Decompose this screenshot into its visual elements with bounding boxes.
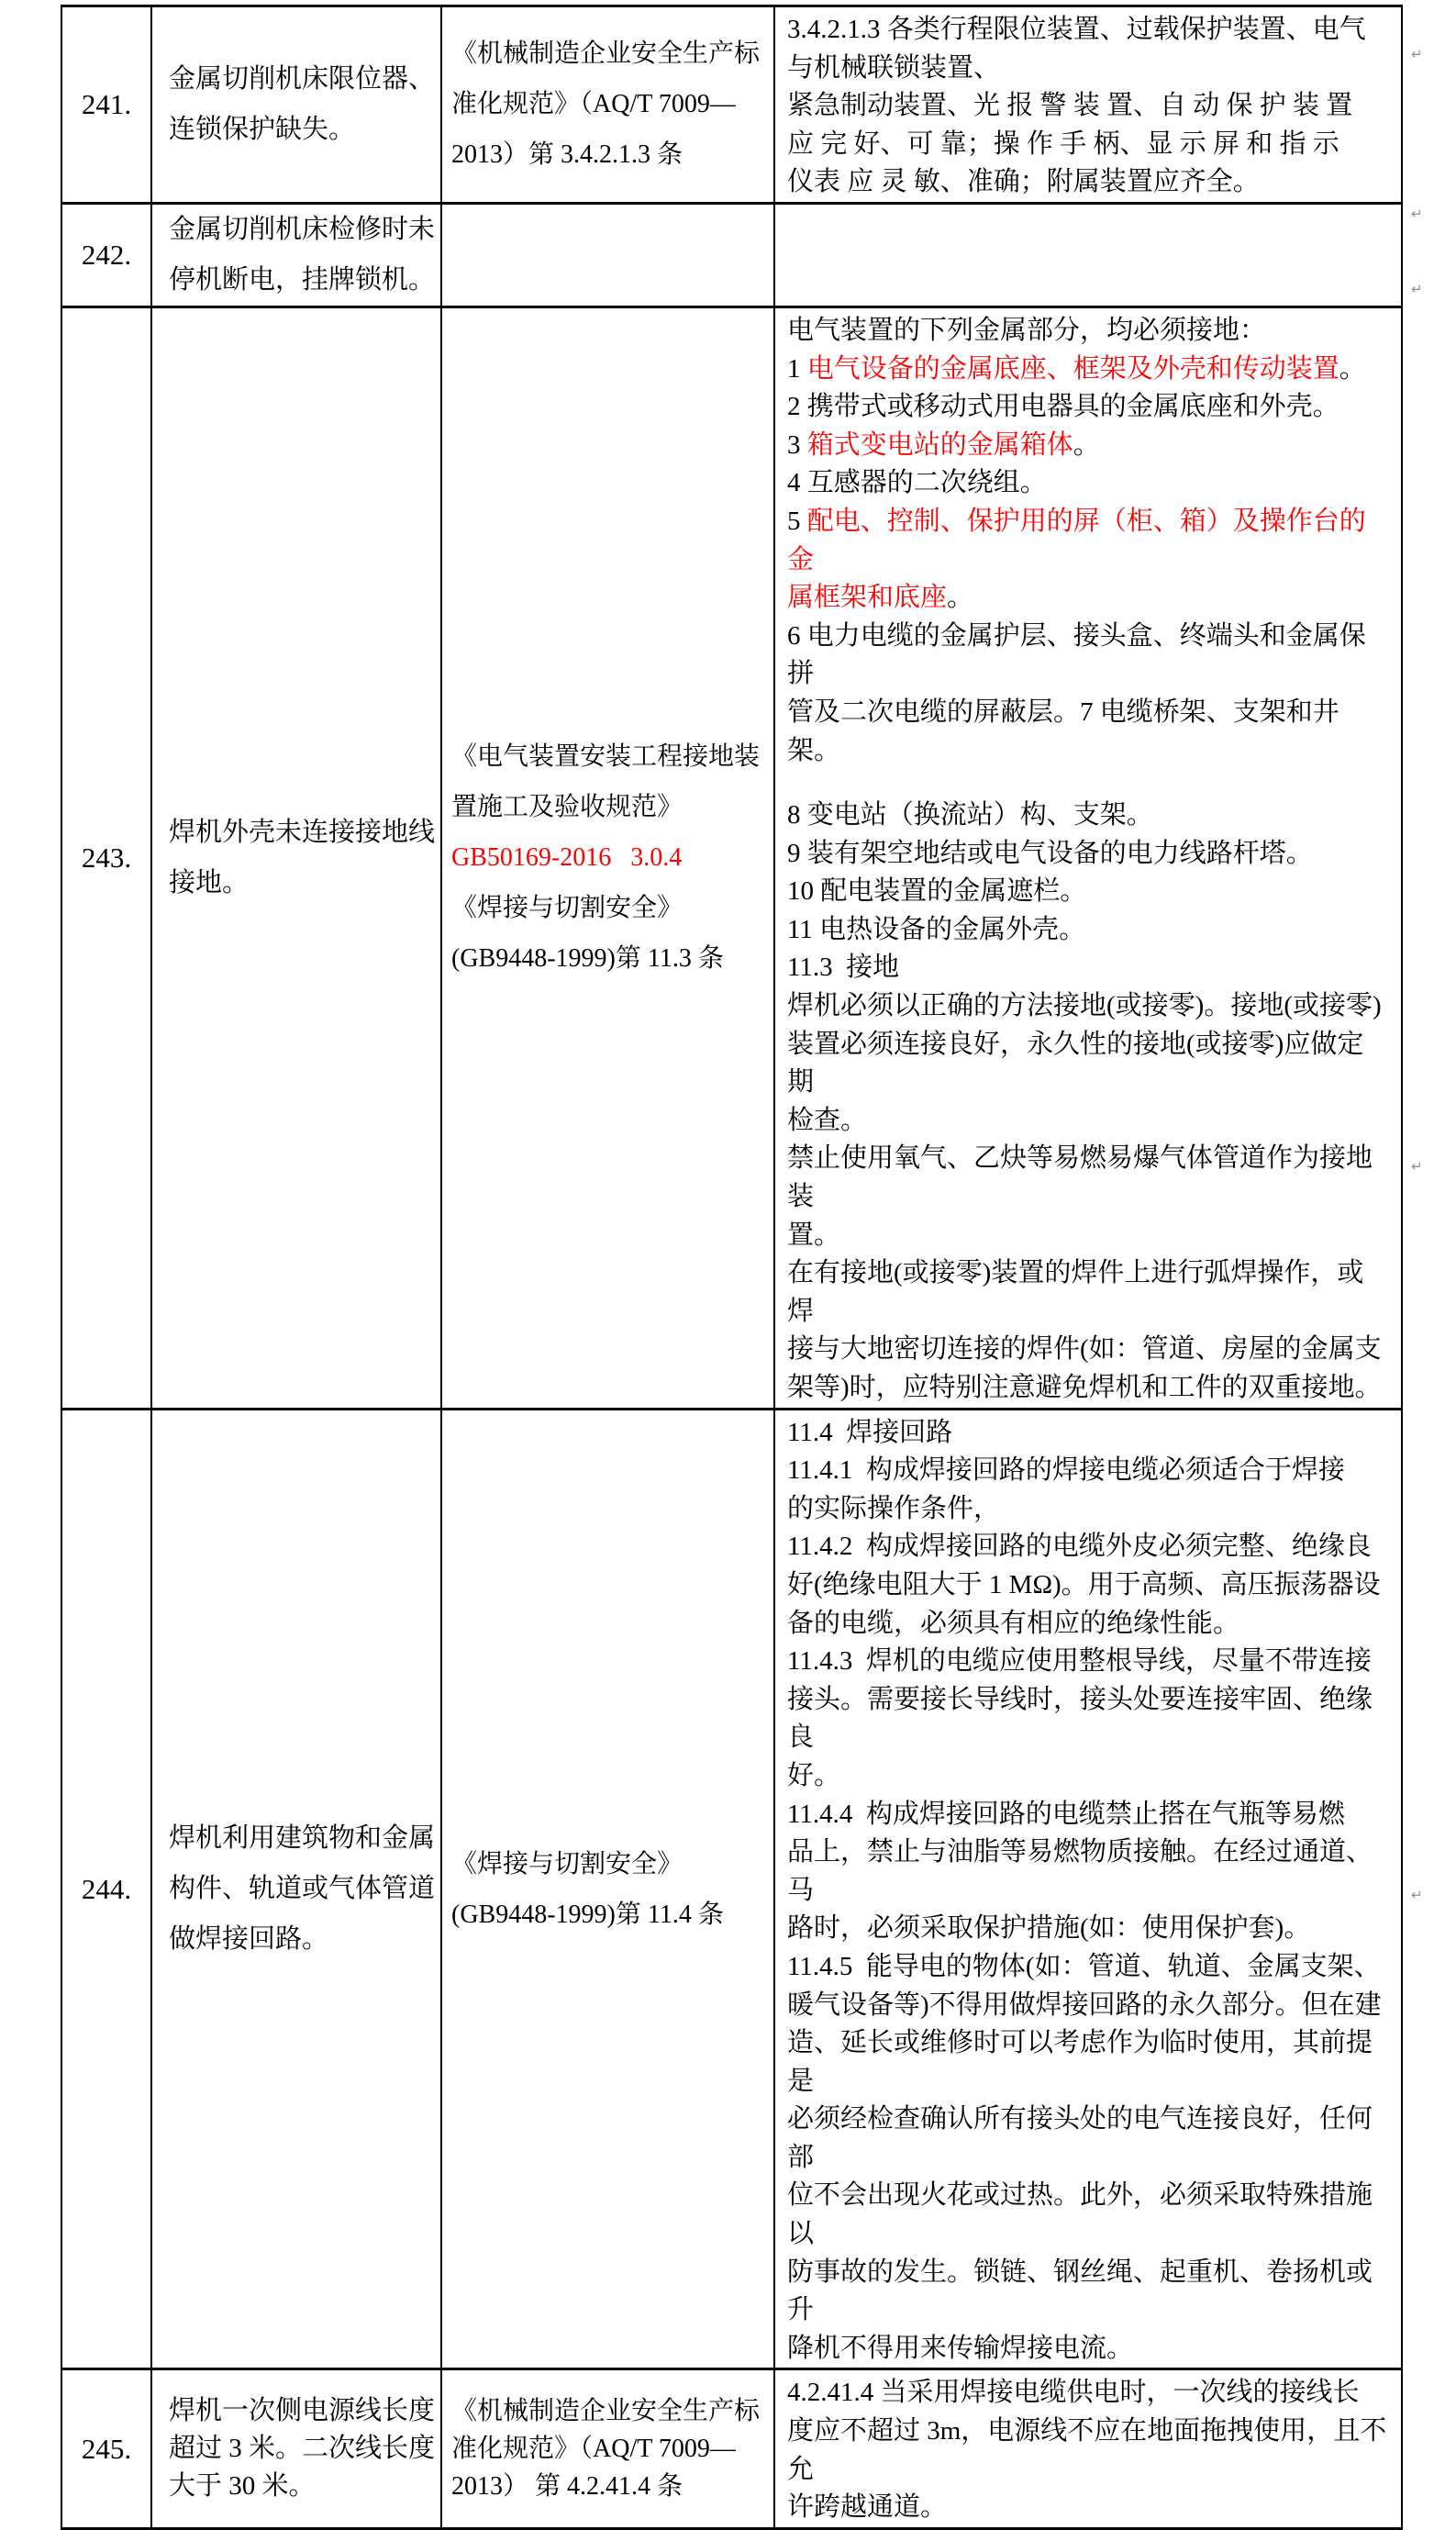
detail-cell (774, 6, 1402, 204)
text-line (787, 1948, 1390, 1987)
text-line (787, 1987, 1390, 2025)
body-text: 3 (787, 429, 807, 460)
issue-cell (151, 1409, 441, 2369)
body-text: 11.4 焊接回路 (787, 1417, 953, 1447)
text-line (787, 312, 1390, 351)
text-line (451, 129, 772, 180)
detail-cell (774, 306, 1402, 1409)
body-text: 降机不得用来传输焊接电流。 (787, 2333, 1134, 2363)
text-line (787, 1140, 1390, 1216)
red-highlight-text: 电气设备的金属底座、框架及外壳和传动装置 (806, 353, 1339, 384)
body-text: 11.4.4 构成焊接回路的电缆禁止搭在气瓶等易燃 (787, 1799, 1345, 1829)
text-line (787, 2413, 1390, 2489)
text-line (787, 1414, 1390, 1453)
issue-cell (151, 2369, 441, 2528)
body-text: 防事故的发生。锁链、钢丝绳、起重机、卷扬机或升 (787, 2257, 1373, 2325)
body-text: 2013）第 3.4.2.1.3 条 (451, 140, 684, 170)
paragraph-mark-icon: ↵ (1411, 46, 1423, 62)
body-text: 禁止使用氧气、乙炔等易燃易爆气体管道作为接地装 (787, 1143, 1373, 1212)
text-line (787, 2024, 1390, 2101)
detail-cell (774, 2369, 1402, 2528)
body-text: 置施工及验收规范》 (451, 793, 684, 822)
body-text: 5 (787, 506, 807, 536)
text-line (62, 841, 150, 875)
body-text: 准化规范》（AQ/T 7009— (451, 2435, 736, 2464)
text-line (62, 88, 150, 121)
text-line (787, 50, 1390, 88)
text-line (787, 87, 1390, 126)
text-line (787, 1369, 1390, 1408)
text-line (787, 911, 1390, 950)
row-number-cell (61, 2369, 151, 2528)
body-text: 置。 (787, 1220, 841, 1250)
text-line (451, 731, 772, 782)
text-line (787, 2374, 1390, 2413)
body-text: 超过 3 米。二次线长度 (169, 2434, 436, 2464)
row-number-cell (61, 6, 151, 204)
body-text: 2 携带式或移动式用电器具的金属底座和外壳。 (787, 392, 1339, 422)
text-line (787, 2489, 1390, 2527)
body-text: 焊机一次侧电源线长度 (169, 2396, 436, 2426)
text-line (451, 782, 772, 832)
text-line (787, 1026, 1390, 1102)
body-text: 架等)时，应特别注意避免焊机和工件的双重接地。 (787, 1373, 1382, 1402)
text-line (787, 1681, 1390, 1757)
table-row (61, 6, 1402, 204)
body-text: 11.4.1 构成焊接回路的焊接电缆必须适合于焊接 (787, 1455, 1345, 1486)
body-text: 10 配电装置的金属遮栏。 (787, 876, 1087, 907)
body-text: 焊机利用建筑物和金属 (169, 1823, 436, 1854)
body-text: 《焊接与切割安全》 (451, 894, 684, 923)
body-text: 接与大地密切连接的焊件(如：管道、房屋的金属支 (787, 1334, 1382, 1365)
text-line (787, 427, 1390, 465)
text-line (787, 1643, 1390, 1681)
body-text: 《机械制造企业安全生产标 (451, 2397, 761, 2426)
text-line (787, 1490, 1390, 1529)
body-text: 《焊接与切割安全》 (451, 1849, 684, 1878)
table-row (61, 1409, 1402, 2369)
text-line (787, 11, 1390, 50)
text-line (787, 1452, 1390, 1490)
text-line (169, 1864, 437, 1914)
standard-cell (441, 6, 774, 204)
text-line (787, 464, 1390, 503)
paragraph-mark-icon: ↵ (1411, 206, 1423, 222)
text-line (787, 126, 1390, 164)
text-line (787, 351, 1390, 389)
text-line (62, 1873, 150, 1906)
table-row (61, 203, 1402, 306)
text-line (787, 1833, 1390, 1910)
text-line (787, 770, 1390, 797)
body-text: 1 (787, 353, 807, 384)
body-text: 路时，必须采取保护措施(如：使用保护套)。 (787, 1913, 1311, 1944)
table-body (61, 6, 1402, 2529)
body-text: 应 完 好、可 靠；操 作 手 柄、显 示 屏 和 指 示 (787, 128, 1339, 159)
body-text: (GB9448-1999)第 11.4 条 (451, 1900, 724, 1929)
red-highlight-text: GB50169-2016 3.0.4 (451, 843, 683, 873)
body-text: 11.4.5 能导电的物体(如：管道、轨道、金属支架、 (787, 1951, 1381, 1981)
body-text: 构件、轨道或气体管道 (169, 1874, 436, 1904)
standard-cell (441, 203, 774, 306)
text-line (169, 2430, 437, 2468)
body-text: 焊机外壳未连接接地线 (169, 817, 436, 847)
body-text: 度应不超过 3m，电源线不应在地面拖拽使用，且不允 (787, 2416, 1387, 2484)
row-number-cell (61, 1409, 151, 2369)
body-text: 。 (1339, 353, 1366, 384)
safety-regulations-table (61, 5, 1403, 2530)
body-text: 接地。 (169, 867, 250, 897)
text-line (787, 1102, 1390, 1141)
text-line (169, 255, 437, 306)
body-text: 11.4.2 构成焊接回路的电缆外皮必须完整、绝缘良 (787, 1532, 1372, 1562)
text-line (169, 1813, 437, 1864)
text-line (169, 205, 437, 255)
body-text: (GB9448-1999)第 11.3 条 (451, 944, 724, 974)
text-line (451, 2430, 772, 2468)
text-line (787, 1605, 1390, 1644)
body-text: 检查。 (787, 1105, 868, 1135)
text-line (787, 1910, 1390, 1948)
issue-cell (151, 6, 441, 204)
text-line (787, 835, 1390, 874)
body-text: 金属切削机床限位器、 (169, 63, 436, 94)
text-line (787, 949, 1390, 987)
text-line (62, 2433, 150, 2466)
body-text: 《电气装置安装工程接地装 (451, 742, 761, 772)
issue-cell (151, 306, 441, 1409)
standard-cell (441, 306, 774, 1409)
text-line (451, 933, 772, 984)
body-text: 做焊接回路。 (169, 1924, 329, 1955)
body-text: 9 装有架空地结或电气设备的电力线路杆塔。 (787, 838, 1313, 868)
text-line (451, 79, 772, 129)
text-line (787, 694, 1390, 770)
text-line (787, 388, 1390, 427)
body-text: 243. (81, 841, 132, 874)
text-line (451, 28, 772, 79)
text-line (787, 503, 1390, 579)
body-text: 装置必须连接良好，永久性的接地(或接零)应做定期 (787, 1029, 1364, 1098)
text-line (787, 1757, 1390, 1796)
text-line (787, 873, 1390, 911)
body-text: 焊机必须以正确的方法接地(或接零)。接地(或接零) (787, 991, 1382, 1021)
body-text: 《机械制造企业安全生产标 (451, 39, 761, 69)
body-text: 接头。需要接长导线时，接头处要连接牢固、绝缘良 (787, 1684, 1373, 1753)
body-text: 必须经检查确认所有接头处的电气连接良好，任何部 (787, 2104, 1373, 2172)
standard-cell (441, 1409, 774, 2369)
text-line (787, 1254, 1390, 1331)
body-text: 许跨越通道。 (787, 2492, 948, 2523)
body-text: 241. (81, 87, 132, 120)
detail-cell (774, 203, 1402, 306)
text-line (451, 832, 772, 883)
red-highlight-text: 箱式变电站的金属箱体 (806, 429, 1073, 460)
text-line (169, 54, 437, 105)
body-text: 11 电热设备的金属外壳。 (787, 914, 1086, 944)
body-text: 管及二次电缆的屏蔽层。7 电缆桥架、支架和井架。 (787, 697, 1339, 765)
body-text: 。 (1073, 429, 1100, 460)
text-line (787, 797, 1390, 835)
red-highlight-text: 配电、控制、保护用的屏（柜、箱）及操作台的金 (787, 506, 1366, 574)
text-line (787, 2254, 1390, 2330)
paragraph-mark-icon: ↵ (1411, 281, 1423, 297)
text-line (169, 105, 437, 155)
text-line (787, 163, 1390, 202)
body-text: 连锁保护缺失。 (169, 114, 356, 144)
body-text: 好(绝缘电阻大于 1 MΩ)。用于高频、高压振荡器设 (787, 1569, 1381, 1599)
body-text: 大于 30 米。 (169, 2471, 316, 2502)
text-line (451, 2468, 772, 2505)
body-text: 8 变电站（换流站）构、支架。 (787, 800, 1153, 830)
paragraph-mark-icon: ↵ (1411, 1158, 1423, 1175)
text-line (169, 858, 437, 908)
standard-cell (441, 2369, 774, 2528)
body-text: 电气装置的下列金属部分，均必须接地： (787, 315, 1267, 345)
body-text: 11.4.3 焊机的电缆应使用整根导线，尽量不带连接 (787, 1646, 1372, 1677)
body-text: 仪表 应 灵 敏、准确；附属装置应齐全。 (787, 167, 1260, 197)
text-line (787, 987, 1390, 1026)
text-line (787, 1217, 1390, 1255)
body-text: 4.2.41.4 当采用焊接电缆供电时，一次线的接线长 (787, 2378, 1360, 2408)
text-line (451, 1839, 772, 1889)
body-text: 。 (947, 583, 974, 613)
text-line (169, 2468, 437, 2505)
body-text: 准化规范》（AQ/T 7009— (451, 90, 736, 119)
body-text: 紧急制动装置、光 报 警 装 置、自 动 保 护 装 置 (787, 91, 1353, 121)
body-text: 6 电力电缆的金属护层、接头盒、终端头和金属保拼 (787, 620, 1366, 689)
text-line (451, 1889, 772, 1940)
text-line (169, 1914, 437, 1965)
body-text: 2013） 第 4.2.41.4 条 (451, 2472, 684, 2502)
body-text: 好。 (787, 1760, 841, 1790)
table-row (61, 2369, 1402, 2528)
body-text: 品上，禁止与油脂等易燃物质接触。在经过通道、马 (787, 1837, 1373, 1905)
body-text: 242. (81, 238, 132, 271)
body-text: 暖气设备等)不得用做焊接回路的永久部分。但在建 (787, 1989, 1382, 2020)
body-text: 的实际操作条件， (787, 1493, 1001, 1523)
body-text: 位不会出现火花或过热。此外，必须采取特殊措施以 (787, 2180, 1373, 2249)
body-text: 4 互感器的二次绕组。 (787, 468, 1047, 498)
text-line (451, 2392, 772, 2430)
body-text: 停机断电，挂牌锁机。 (169, 264, 436, 295)
detail-cell (774, 1409, 1402, 2369)
body-text: 金属切削机床检修时未 (169, 214, 436, 244)
table-row (61, 306, 1402, 1409)
paragraph-mark-icon: ↵ (1411, 1887, 1423, 1903)
text-line (169, 2392, 437, 2430)
body-text: 11.3 接地 (787, 953, 900, 983)
row-number-cell (61, 306, 151, 1409)
body-text: 245. (81, 2432, 132, 2465)
text-line (787, 2330, 1390, 2368)
text-line (787, 2101, 1390, 2177)
body-text: 备的电缆，必须具有相应的绝缘性能。 (787, 1608, 1240, 1638)
body-text: 在有接地(或接零)装置的焊件上进行弧焊操作，或焊 (787, 1258, 1364, 1326)
text-line (787, 1796, 1390, 1834)
text-line (787, 1331, 1390, 1369)
body-text: 244. (81, 1872, 132, 1905)
issue-cell (151, 203, 441, 306)
text-line (451, 883, 772, 933)
text-line (787, 1566, 1390, 1605)
body-text: 与机械联锁装置、 (787, 52, 1001, 83)
text-line (787, 579, 1390, 618)
body-text: 3.4.2.1.3 各类行程限位装置、过载保护装置、电气 (787, 15, 1366, 44)
row-number-cell (61, 203, 151, 306)
text-line (169, 808, 437, 858)
text-line (62, 239, 150, 272)
text-line (787, 2177, 1390, 2253)
text-line (787, 618, 1390, 694)
red-highlight-text: 属框架和底座 (787, 583, 948, 613)
text-line (787, 1528, 1390, 1566)
body-text: 造、延长或维修时可以考虑作为临时使用，其前提是 (787, 2028, 1373, 2096)
